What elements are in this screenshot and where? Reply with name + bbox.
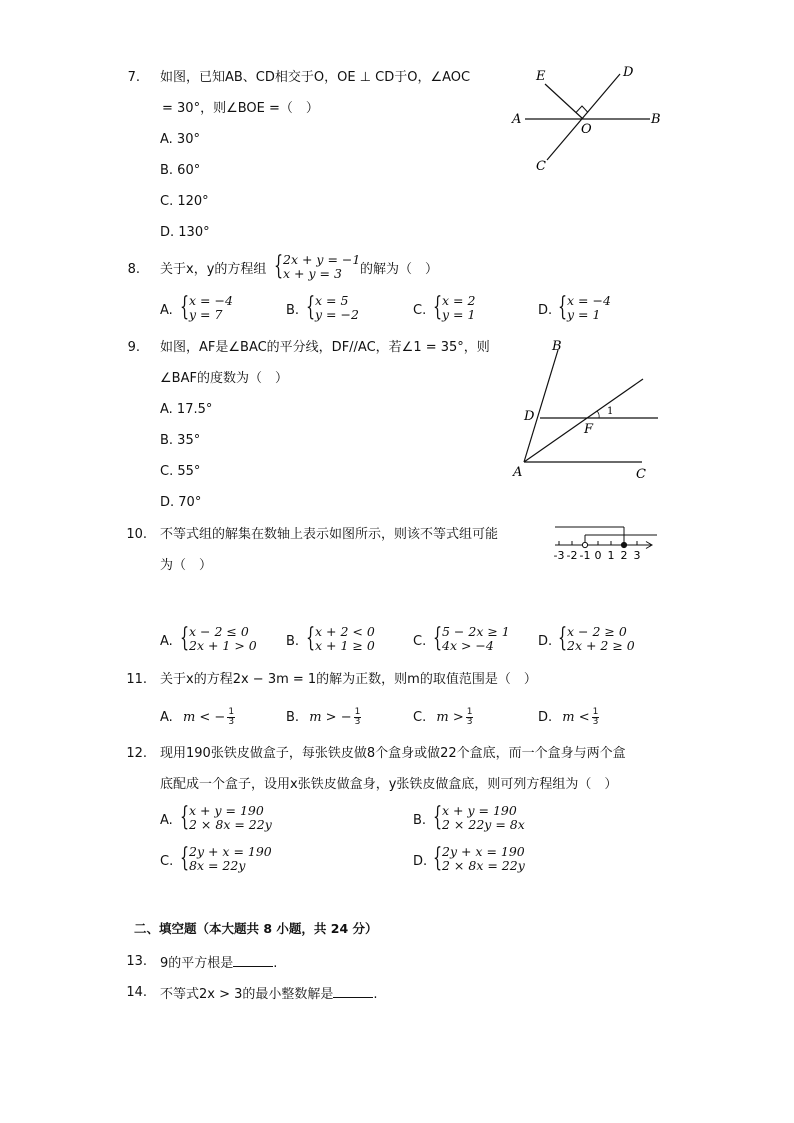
- q8-suffix: 的解为（ ）: [360, 262, 439, 277]
- ray-af: [524, 379, 643, 462]
- option-label: B.: [286, 710, 300, 725]
- option-expr: m > −: [309, 710, 352, 725]
- fraction: [592, 708, 600, 727]
- q8-option-b-label: B.: [286, 303, 300, 318]
- q11-option-c: [413, 708, 473, 727]
- q7-option-d: D. 130°: [160, 225, 210, 240]
- row: x = −4: [567, 293, 611, 308]
- label-b: B: [552, 339, 562, 354]
- q8-option-d-label: D.: [538, 303, 553, 318]
- q10-number-line: [545, 520, 660, 565]
- row: x + 1 ≥ 0: [315, 638, 375, 653]
- q11-option-a: [160, 708, 235, 727]
- q9-stem-line1: 如图，AF是∠BAC的平分线，DF//AC，若∠1 = 35°，则: [160, 340, 490, 355]
- option-expr: m <: [562, 710, 590, 725]
- q10-option-b-label: B.: [286, 634, 300, 649]
- tick-label: -3: [553, 549, 565, 562]
- numerator: 1: [466, 707, 473, 717]
- row: y = −2: [315, 307, 359, 322]
- row: 2 × 8x = 22y: [189, 817, 272, 832]
- label-a: A: [513, 465, 523, 480]
- q8-sys-row1: 2x + y = −1: [283, 252, 361, 267]
- q12-option-d-label: D.: [413, 854, 428, 869]
- q11-number: 11.: [126, 672, 147, 687]
- row: x − 2 ≥ 0: [567, 624, 627, 639]
- label-e: E: [536, 69, 546, 84]
- row: x = −4: [189, 293, 233, 308]
- denominator: 3: [466, 717, 473, 727]
- row: x = 2: [442, 293, 476, 308]
- option-label: D.: [538, 710, 553, 725]
- q13-number: 13.: [126, 954, 147, 969]
- row: x + y = 190: [189, 803, 264, 818]
- q8-number: 8.: [127, 262, 140, 277]
- label-b: B: [651, 112, 661, 127]
- q8-option-c-label: C.: [413, 303, 427, 318]
- row: 2y + x = 190: [189, 844, 272, 859]
- q14-stem: [160, 985, 378, 1003]
- fraction: [466, 708, 474, 727]
- section-2-title: 二、填空题（本大题共 8 小题，共 24 分）: [134, 921, 378, 936]
- ray-ab: [524, 350, 558, 462]
- row: x + y = 190: [442, 803, 517, 818]
- q7-option-a: A. 30°: [160, 132, 200, 147]
- q7-option-b: B. 60°: [160, 163, 201, 178]
- denominator: 3: [354, 717, 361, 727]
- q9-option-d: D. 70°: [160, 495, 202, 510]
- denominator: 3: [228, 717, 235, 727]
- row: 2y + x = 190: [442, 844, 525, 859]
- row: 2x + 1 > 0: [189, 638, 257, 653]
- option-label: A.: [160, 710, 173, 725]
- label-f: F: [584, 422, 594, 437]
- q10-number: 10.: [126, 527, 147, 542]
- numerator: 1: [354, 707, 361, 717]
- ray-oe: [545, 84, 583, 119]
- fraction: [354, 708, 362, 727]
- row: 8x = 22y: [189, 858, 246, 873]
- q8-prefix: 关于x，y的方程组: [160, 262, 267, 277]
- row: x − 2 ≤ 0: [189, 624, 249, 639]
- line-cd: [547, 74, 620, 160]
- label-a: A: [512, 112, 522, 127]
- option-expr: m >: [436, 710, 464, 725]
- open-point: [582, 542, 587, 547]
- q13-answer-blank[interactable]: [233, 954, 273, 967]
- tick-label: 0: [594, 549, 602, 562]
- label-d: D: [524, 409, 535, 424]
- q8-sys-row2: x + y = 3: [283, 266, 342, 281]
- q14-number: 14.: [126, 985, 147, 1000]
- q9-option-c: C. 55°: [160, 464, 201, 479]
- label-c: C: [536, 159, 546, 174]
- row: y = 1: [442, 307, 476, 322]
- q13-text: 9的平方根是: [160, 956, 234, 971]
- q10-stem-line1: 不等式组的解集在数轴上表示如图所示，则该不等式组可能: [160, 527, 499, 542]
- option-label: C.: [413, 710, 427, 725]
- q7-figure: [505, 62, 675, 177]
- row: 2 × 8x = 22y: [442, 858, 525, 873]
- angle-1-arc: [597, 411, 599, 418]
- row: y = 7: [189, 307, 223, 322]
- q10-stem-line2: 为（ ）: [160, 558, 213, 573]
- row: x = 5: [315, 293, 349, 308]
- q14-period: .: [373, 987, 378, 1002]
- q7-option-c: C. 120°: [160, 194, 209, 209]
- label-c: C: [636, 467, 646, 482]
- q11-option-b: [286, 708, 361, 727]
- option-expr: m < −: [182, 710, 226, 725]
- label-d: D: [623, 65, 634, 80]
- closed-point: [621, 542, 626, 547]
- q12-number: 12.: [126, 746, 147, 761]
- q12-stem-line2: 底配成一个盒子，设用x张铁皮做盒身，y张铁皮做盒底，则可列方程组为（ ）: [160, 777, 618, 792]
- tick-label: -2: [566, 549, 578, 562]
- row: y = 1: [567, 307, 601, 322]
- tick-label: 2: [620, 549, 628, 562]
- q12-stem-line1: 现用190张铁皮做盒子，每张铁皮做8个盒身或做22个盒底，而一个盒身与两个盒: [160, 746, 626, 761]
- q13-period: .: [273, 956, 278, 971]
- fraction: [227, 708, 235, 727]
- q10-option-d-label: D.: [538, 634, 553, 649]
- q9-stem-line2: ∠BAF的度数为（ ）: [160, 371, 288, 386]
- q7-stem-line1: 如图，已知AB、CD相交于O，OE ⊥ CD于O，∠AOC: [160, 70, 471, 85]
- tick-label: -1: [579, 549, 591, 562]
- q12-option-b-label: B.: [413, 813, 427, 828]
- q13-stem: [160, 954, 277, 972]
- q8-option-a-label: A.: [160, 303, 173, 318]
- row: 5 − 2x ≥ 1: [442, 624, 510, 639]
- q7-number: 7.: [127, 70, 140, 85]
- q10-option-c-label: C.: [413, 634, 427, 649]
- denominator: 3: [592, 717, 599, 727]
- tick-label: 1: [607, 549, 615, 562]
- row: 2x + 2 ≥ 0: [567, 638, 635, 653]
- q14-answer-blank[interactable]: [333, 985, 373, 998]
- q9-option-a: A. 17.5°: [160, 402, 213, 417]
- numerator: 1: [592, 707, 599, 717]
- q12-option-a-label: A.: [160, 813, 173, 828]
- q7-stem-line2: = 30°，则∠BOE =（ ）: [162, 101, 319, 116]
- q12-option-c-label: C.: [160, 854, 174, 869]
- q9-figure: [505, 338, 665, 488]
- row: x + 2 < 0: [315, 624, 375, 639]
- numerator: 1: [228, 707, 235, 717]
- q11-stem: 关于x的方程2x − 3m = 1的解为正数，则m的取值范围是（ ）: [160, 672, 537, 687]
- row: 4x > −4: [442, 638, 494, 653]
- right-angle-mark: [576, 106, 588, 113]
- label-angle-1: 1: [607, 406, 614, 417]
- q14-text: 不等式2x > 3的最小整数解是: [160, 987, 334, 1002]
- q10-option-a-label: A.: [160, 634, 173, 649]
- row: 2 × 22y = 8x: [442, 817, 525, 832]
- q9-number: 9.: [127, 340, 140, 355]
- q11-option-d: [538, 708, 599, 727]
- label-o: O: [581, 122, 592, 137]
- q9-option-b: B. 35°: [160, 433, 201, 448]
- tick-label: 3: [633, 549, 641, 562]
